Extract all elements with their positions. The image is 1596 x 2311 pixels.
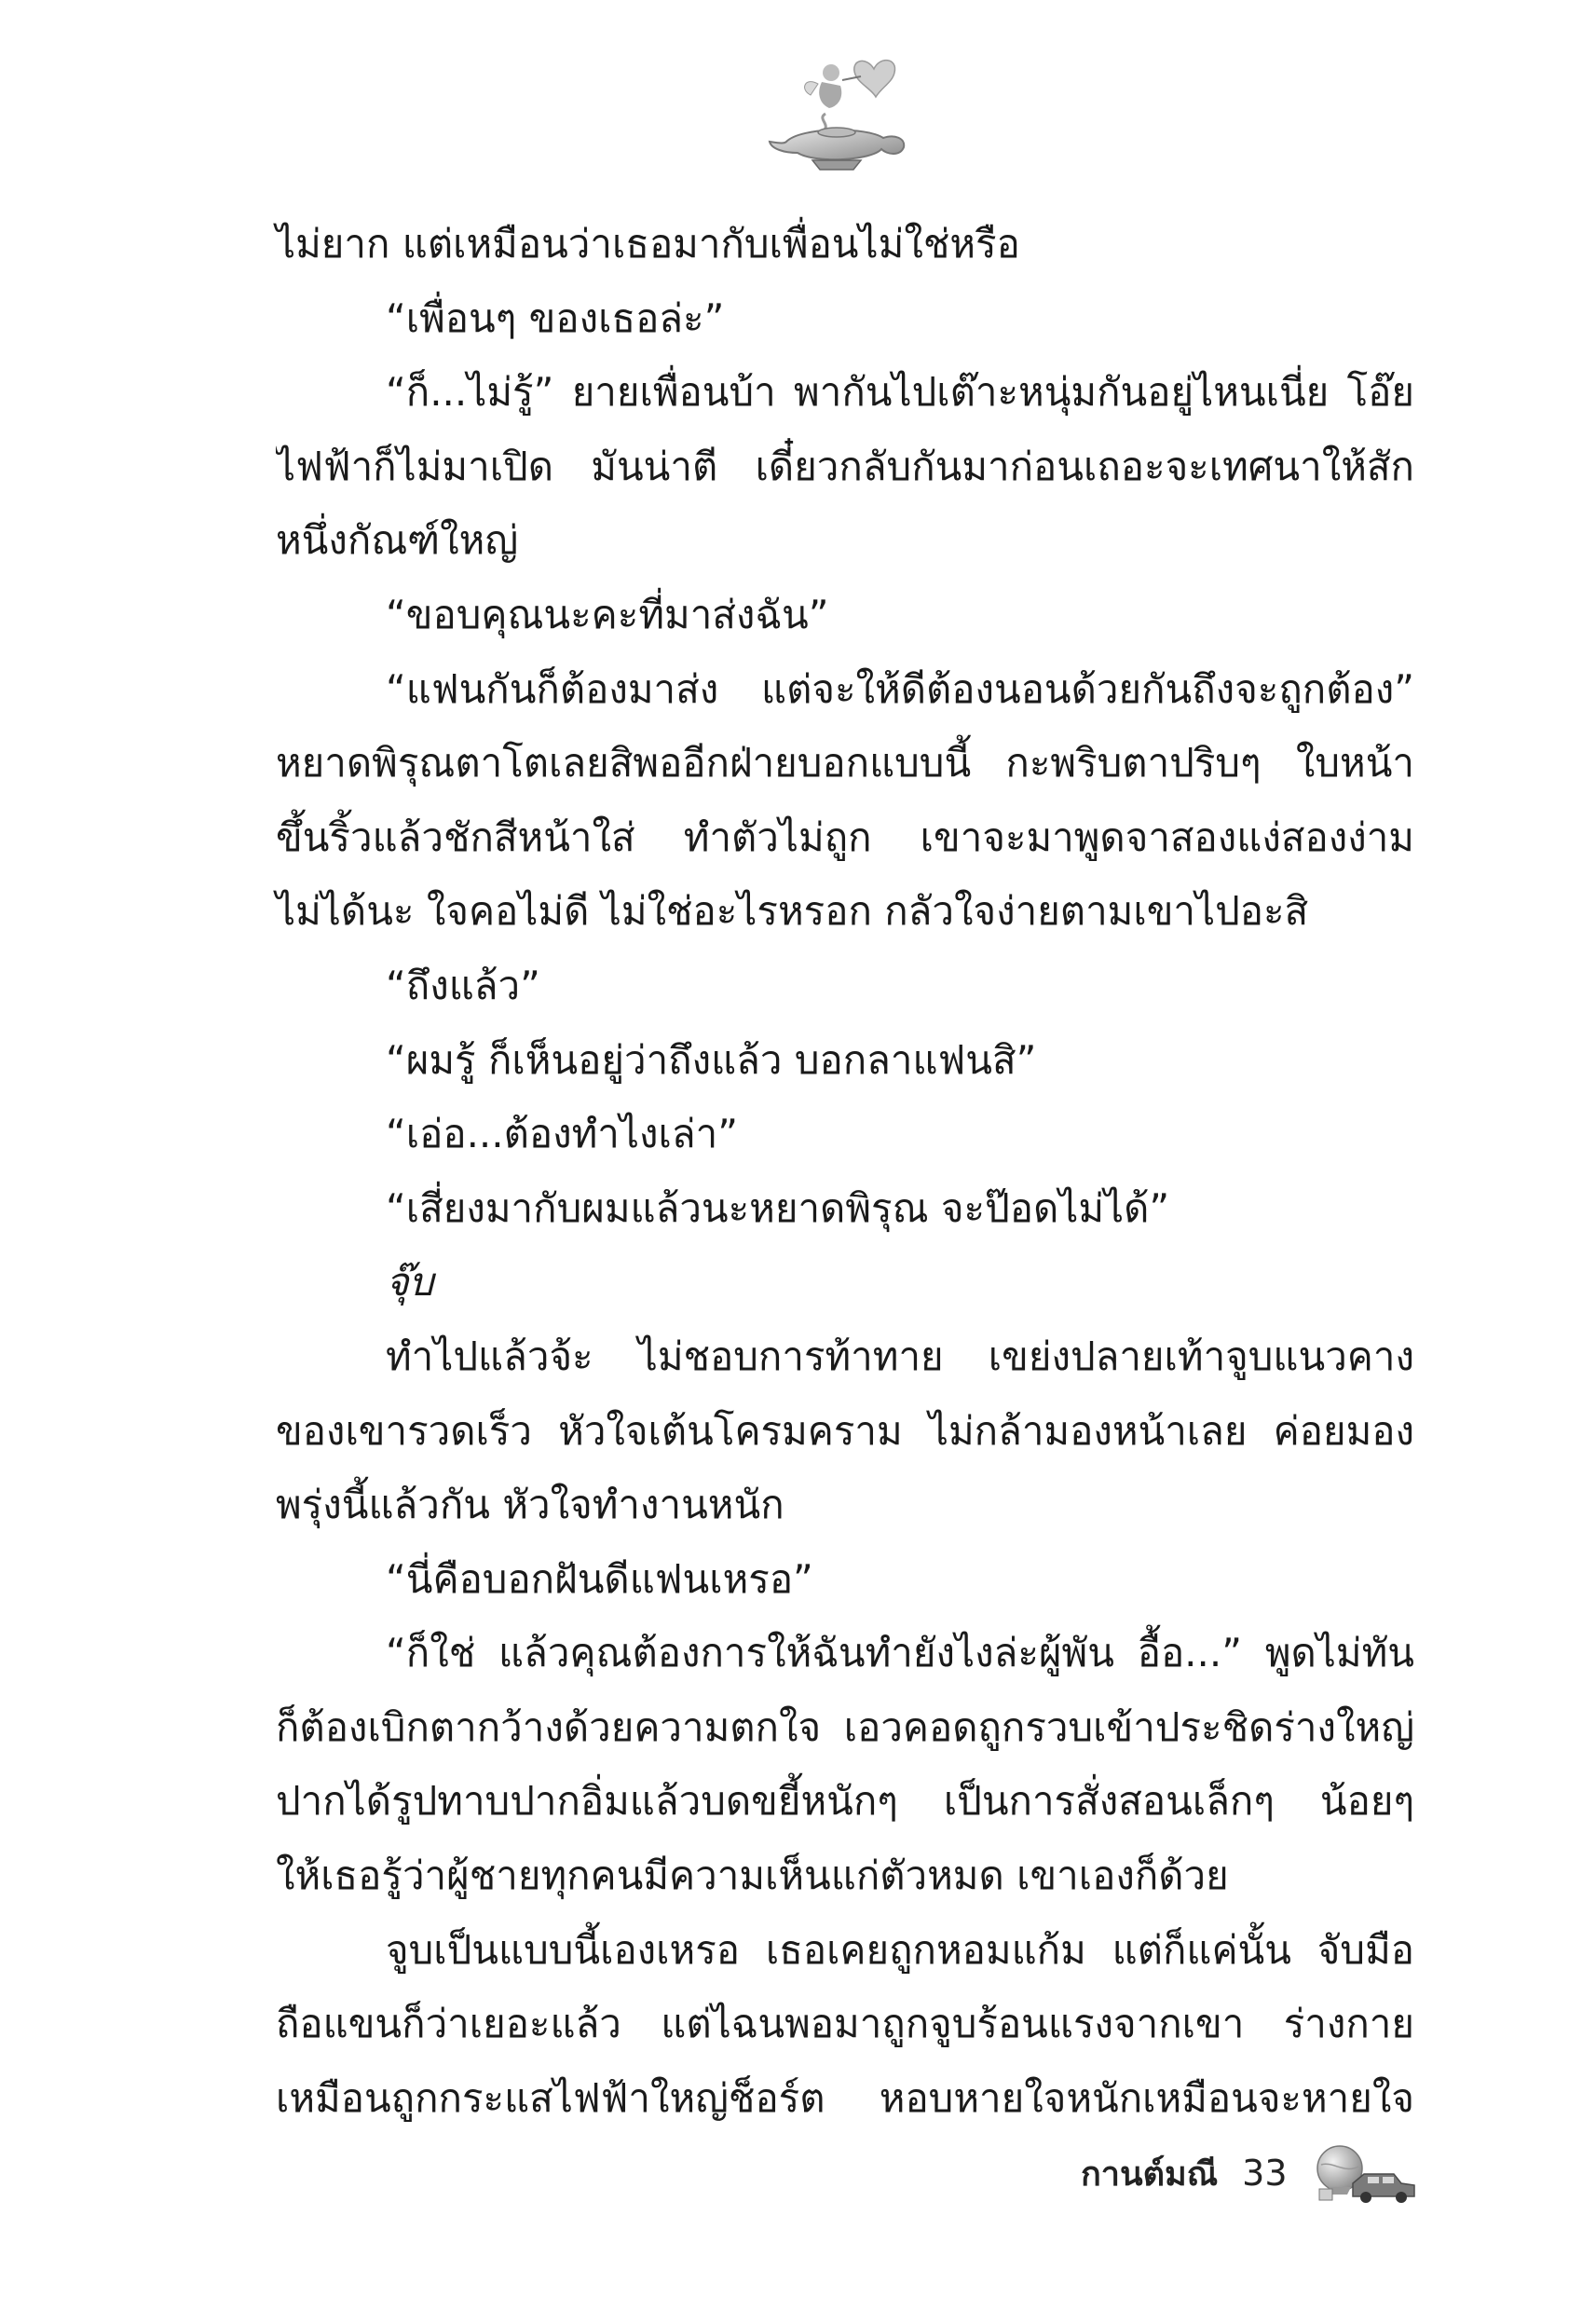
text-line: “เสี่ยงมากับผมแล้วนะหยาดพิรุณ จะป๊อดไม่ได้”	[386, 1184, 1170, 1231]
text-line: “ขอบคุณนะคะที่มาส่งฉัน”	[386, 591, 829, 637]
text-line: “แฟนกันก็ต้องมาส่ง แต่จะให้ดีต้องนอนด้วยกันถึงจะถูกต้อง”	[386, 665, 1414, 712]
text-line: จุ๊บ	[386, 1259, 434, 1306]
page-footer	[1081, 2145, 1420, 2201]
text-line: “นี่คือบอกฝันดีแฟนเหรอ”	[386, 1555, 813, 1602]
text-line: ไม่ยาก แต่เหมือนว่าเธอมากับเพื่อนไม่ใช่หรือ	[276, 221, 1020, 267]
text-line: หยาดพิรุณตาโตเลยสิพออีกฝ่ายบอกแบบนี้ กะพริบตาปริบๆ ใบหน้า	[276, 740, 1414, 786]
text-line: ก็ต้องเบิกตากว้างด้วยความตกใจ เอวคอดถูกรวบเข้าประชิดร่างใหญ่	[276, 1703, 1414, 1750]
text-line: “เอ่อ...ต้องทำไงเล่า”	[386, 1111, 738, 1157]
text-line: หนึ่งกัณฑ์ใหญ่	[276, 517, 519, 564]
text-line: ไฟฟ้าก็ไม่มาเปิด มันน่าตี เดี๋ยวกลับกันมาก่อนเถอะจะเทศนาให้สัก	[276, 443, 1414, 489]
text-line: พรุ่งนี้แล้วกัน หัวใจทำงานหนัก	[276, 1482, 784, 1528]
globe-and-car-icon	[1308, 2140, 1420, 2206]
text-line: ของเขารวดเร็ว หัวใจเต้นโครมคราม ไม่กล้ามองหน้าเลย ค่อยมอง	[276, 1407, 1414, 1454]
text-line: “ก็ใช่ แล้วคุณต้องการให้ฉันทำยังไงล่ะผู้พัน อื้อ...” พูดไม่ทัน	[386, 1630, 1414, 1676]
text-line: ถือแขนก็ว่าเยอะแล้ว แต่ไฉนพอมาถูกจูบร้อนแรงจากเขา ร่างกาย	[276, 2001, 1414, 2047]
text-line: “เพื่อนๆ ของเธอล่ะ”	[386, 294, 725, 341]
text-line: “ก็...ไม่รู้” ยายเพื่อนบ้า พากันไปเต๊าะหนุ่มกันอยู่ไหนเนี่ย โอ๊ย	[386, 369, 1414, 416]
text-line: เหมือนถูกกระแสไฟฟ้าใหญ่ช็อร์ต หอบหายใจหนักเหมือนจะหายใจ	[276, 2074, 1414, 2121]
text-line: ทำไปแล้วจ้ะ ไม่ชอบการท้าทาย เขย่งปลายเท้าจูบแนวคาง	[386, 1333, 1414, 1379]
text-line: ปากได้รูปทาบปากอิ่มแล้วบดขยี้หนักๆ เป็นการสั่งสอนเล็กๆ น้อยๆ	[276, 1778, 1414, 1825]
body-text	[276, 207, 1414, 2135]
text-line: จูบเป็นแบบนี้เองเหรอ เธอเคยถูกหอมแก้ม แต่ก็แค่นั้น จับมือ	[386, 1926, 1414, 1973]
text-line: ไม่ได้นะ ใจคอไม่ดี ไม่ใช่อะไรหรอก กลัวใจง่ายตามเขาไปอะสิ	[276, 888, 1309, 935]
page-number: 33	[1242, 2153, 1288, 2194]
text-line: ขึ้นริ้วแล้วชักสีหน้าใส่ ทำตัวไม่ถูก เขาจะมาพูดจาสองแง่สองง่าม	[276, 814, 1414, 860]
text-line: “ถึงแล้ว”	[386, 962, 540, 1008]
author-name: กานต์มณี	[1081, 2154, 1219, 2194]
genie-lamp-with-cupid-icon	[764, 48, 913, 174]
text-line: ให้เธอรู้ว่าผู้ชายทุกคนมีความเห็นแก่ตัวหมด เขาเองก็ด้วย	[276, 1853, 1229, 1899]
text-line: “ผมรู้ ก็เห็นอยู่ว่าถึงแล้ว บอกลาแฟนสิ”	[386, 1036, 1037, 1083]
